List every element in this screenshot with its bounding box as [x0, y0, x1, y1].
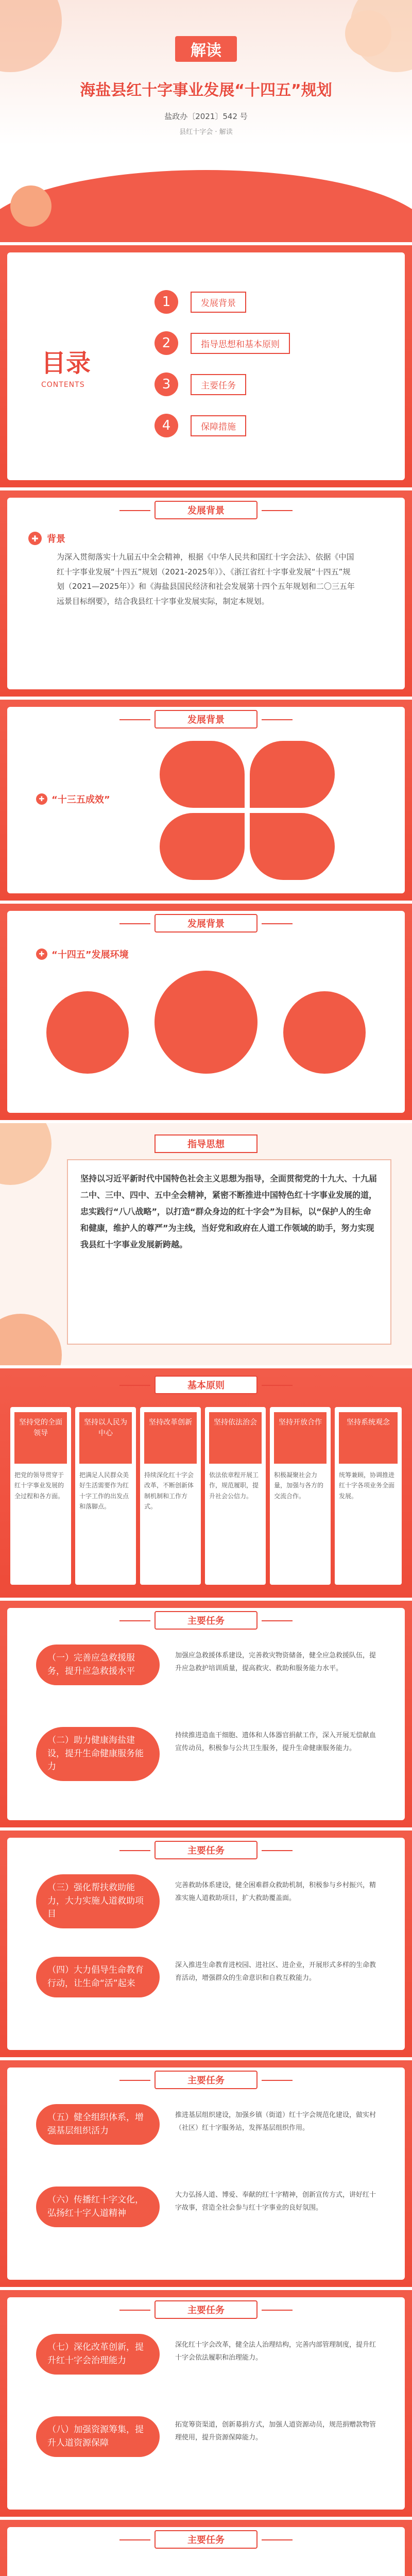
principle-title: 坚持系统观念	[339, 1412, 398, 1464]
toc-item[interactable]	[154, 281, 371, 323]
toc-slide	[0, 245, 412, 487]
tasks-slide-2	[0, 1831, 412, 2057]
principles-slide	[0, 1368, 412, 1598]
section-header: 主要任务	[154, 2071, 258, 2089]
background-text: 为深入贯彻落实十九届五中全会精神，根据《中华人民共和国红十字会法》、依据《中国红十字事业发展“十四五”规划（2021-2025年）》、《浙江省红十字事业发展“十四五”规划（2021—2025年）》和《海盐县国民经济和社会发展第十四个五年规划和二〇三五年远景目标纲要》，结合我县红十字事业发展实际，制定本规划。	[57, 552, 355, 606]
environment-bubble	[283, 991, 366, 1074]
environment-bubble	[154, 971, 258, 1074]
section-header: 主要任务	[154, 2300, 258, 2319]
principle-card	[75, 1407, 136, 1585]
guide-slide	[0, 1123, 412, 1365]
red-cross-icon: ✚	[36, 793, 47, 805]
deco-circle	[10, 185, 52, 227]
task-pill: （一）完善应急救援服务，提升应急救援水平	[36, 1645, 160, 1685]
task-text: 深化红十字会改革，健全法人治理结构，完善内部管理制度，提升红十字会依法履职和治理能力。	[175, 2341, 376, 2362]
page-title: 海盐县红十字事业发展“十四五”规划	[80, 81, 332, 99]
toc-label: 指导思想和基本原则	[191, 333, 290, 354]
bg-label-text: 背景	[47, 534, 65, 545]
section-header: 基本原则	[154, 1376, 258, 1394]
task-pill: （四）大力倡导生命教育行动，让生命“活”起来	[36, 1957, 160, 1997]
tasks-slide-4	[0, 2290, 412, 2517]
guide-header	[154, 1134, 258, 1153]
task-pill: （七）深化改革创新，提升红十字会治理能力	[36, 2334, 160, 2375]
content-frame	[7, 1838, 405, 2050]
task-text: 大力弘扬人道、博爱、奉献的红十字精神，创新宣传方式，讲好红十字故事，营造全社会参与红十字事业的良好氛围。	[175, 2191, 376, 2212]
principle-title: 坚持以人民为中心	[79, 1412, 132, 1464]
content-frame	[7, 2067, 405, 2280]
background-slide-3	[0, 904, 412, 1120]
section-header: 发展背景	[154, 710, 258, 728]
section-header: 主要任务	[154, 1611, 258, 1630]
quad-petal	[250, 813, 335, 880]
guide-text: 坚持以习近平新时代中国特色社会主义思想为指导，全面贯彻党的十九大、十九届二中、三中、四中、五中全会精神，紧密不断推进中国特色红十字事业发展的道，忠实践行“八八战略”，以打造“群众身边的红十字会”为目标，以“保护人的生命和健康，维护人的尊严”为主线，当好党和政府在人道工作领域的助手，努力实现我县红十字事业发展新跨越。	[80, 1174, 377, 1249]
guide-header-text: 指导思想	[187, 1139, 225, 1150]
toc-label: 保障措施	[191, 415, 246, 436]
toc-item[interactable]	[154, 323, 371, 364]
principle-title: 坚持依法治会	[209, 1412, 262, 1464]
task-text: 推进基层组织建设，加强乡镇（街道）红十字会规范化建设，做实村（社区）红十字服务站，发挥基层组织作用。	[175, 2111, 376, 2132]
section-header: 发展背景	[154, 501, 258, 519]
toc-subtitle: CONTENTS	[41, 381, 85, 389]
cover-slide	[0, 0, 412, 242]
principle-title: 坚持开放合作	[274, 1412, 327, 1464]
toc-list	[154, 281, 371, 446]
toc-item[interactable]	[154, 364, 371, 405]
tasks-slide-5	[0, 2520, 412, 2576]
principle-text: 统筹兼顾，协调推进红十字各项业务全面发展。	[339, 1471, 395, 1500]
task-pill: （八）加强资源筹集，提升人道资源保障	[36, 2416, 160, 2457]
task-pill: （三）强化帮扶救助能力，大力实施人道救助项目	[36, 1874, 160, 1928]
content-frame	[7, 2297, 405, 2510]
bg-label	[28, 532, 65, 545]
toc-title-block	[41, 343, 91, 389]
background-slide-1	[0, 490, 412, 697]
task-text: 完善救助体系建设，健全困难群众救助机制，积极参与乡村振兴，精准实施人道救助项目，扩大救助覆盖面。	[175, 1882, 376, 1902]
principle-card	[205, 1407, 266, 1585]
tasks-slide-1	[0, 1601, 412, 1827]
principle-card	[140, 1407, 201, 1585]
principle-text: 积极凝聚社会力量，加强与各方的交流合作。	[274, 1471, 324, 1500]
toc-number: 1	[154, 290, 178, 314]
principle-title: 坚持党的全面领导	[14, 1412, 67, 1464]
environment-label-text: “十四五”发展环境	[52, 950, 129, 960]
cover-badge	[175, 36, 237, 62]
doc-number: 盐政办〔2021〕542 号	[164, 112, 248, 121]
cover-issuer: 县红十字会 · 解读	[179, 128, 233, 136]
content-frame	[7, 1608, 405, 1820]
task-text: 持续推进造血干细胞、遗体和人体器官捐献工作，深入开展无偿献血宣传动员，积极参与公共卫生服务，提升生命健康服务能力。	[175, 1732, 376, 1752]
task-pill: （六）传播红十字文化，弘扬红十字人道精神	[36, 2187, 160, 2227]
toc-label: 主要任务	[191, 374, 246, 395]
principle-card	[335, 1407, 402, 1585]
red-cross-icon: ✚	[28, 532, 42, 545]
background-slide-2	[0, 700, 412, 901]
toc-number: 2	[154, 331, 178, 355]
task-text: 拓宽筹资渠道，创新募捐方式，加强人道资源动员，规范捐赠款物管理使用，提升资源保障能力。	[175, 2421, 376, 2442]
cover-wave	[0, 170, 412, 242]
environment-label	[36, 947, 129, 961]
tasks-slide-3	[0, 2060, 412, 2287]
principle-card	[270, 1407, 331, 1585]
toc-item[interactable]	[154, 405, 371, 446]
section-header: 主要任务	[154, 1841, 258, 1859]
principle-text: 把满足人民群众美好生活需要作为红十字工作的出发点和落脚点。	[79, 1471, 129, 1511]
toc-label: 发展背景	[191, 292, 246, 313]
achievement-label-text: “十三五成效”	[52, 794, 110, 805]
quad-petal	[160, 813, 245, 880]
achievement-label	[36, 792, 110, 806]
deco-circle	[0, 0, 62, 72]
section-header: 发展背景	[154, 914, 258, 933]
principle-text: 把党的领导贯穿于红十字事业发展的全过程和各方面。	[14, 1471, 64, 1500]
cover-badge-text: 解读	[191, 42, 221, 60]
deco-circle	[0, 1314, 62, 1365]
task-text: 加强应急救援体系建设，完善救灾物资储备，健全应急救援队伍，提升应急救护培训质量，提高救灾、救助和服务能力水平。	[175, 1652, 376, 1672]
guide-box	[67, 1159, 391, 1345]
achievement-quad	[160, 741, 335, 880]
deco-circle	[0, 1123, 52, 1185]
toc-number: 3	[154, 372, 178, 396]
toc-number: 4	[154, 414, 178, 437]
task-pill: （二）助力健康海盐建设，提升生命健康服务能力	[36, 1727, 160, 1781]
section-header: 主要任务	[154, 2530, 258, 2549]
toc-title: 目录	[41, 349, 91, 378]
principle-text: 依法依章程开展工作，规范履职，提升社会公信力。	[209, 1471, 259, 1500]
quad-petal	[160, 741, 245, 808]
principle-text: 持续深化红十字会改革，不断创新体制机制和工作方式。	[144, 1471, 194, 1511]
deco-circle	[345, 10, 391, 57]
red-cross-icon: ✚	[36, 948, 47, 960]
principle-title: 坚持改革创新	[144, 1412, 197, 1464]
principle-card	[10, 1407, 71, 1585]
task-text: 深入推进生命教育进校园、进社区、进企业，开展形式多样的生命教育活动，增强群众的生命意识和自救互救能力。	[175, 1961, 376, 1982]
environment-bubble	[46, 991, 129, 1074]
task-pill: （五）健全组织体系，增强基层组织活力	[36, 2104, 160, 2145]
quad-petal	[250, 741, 335, 808]
